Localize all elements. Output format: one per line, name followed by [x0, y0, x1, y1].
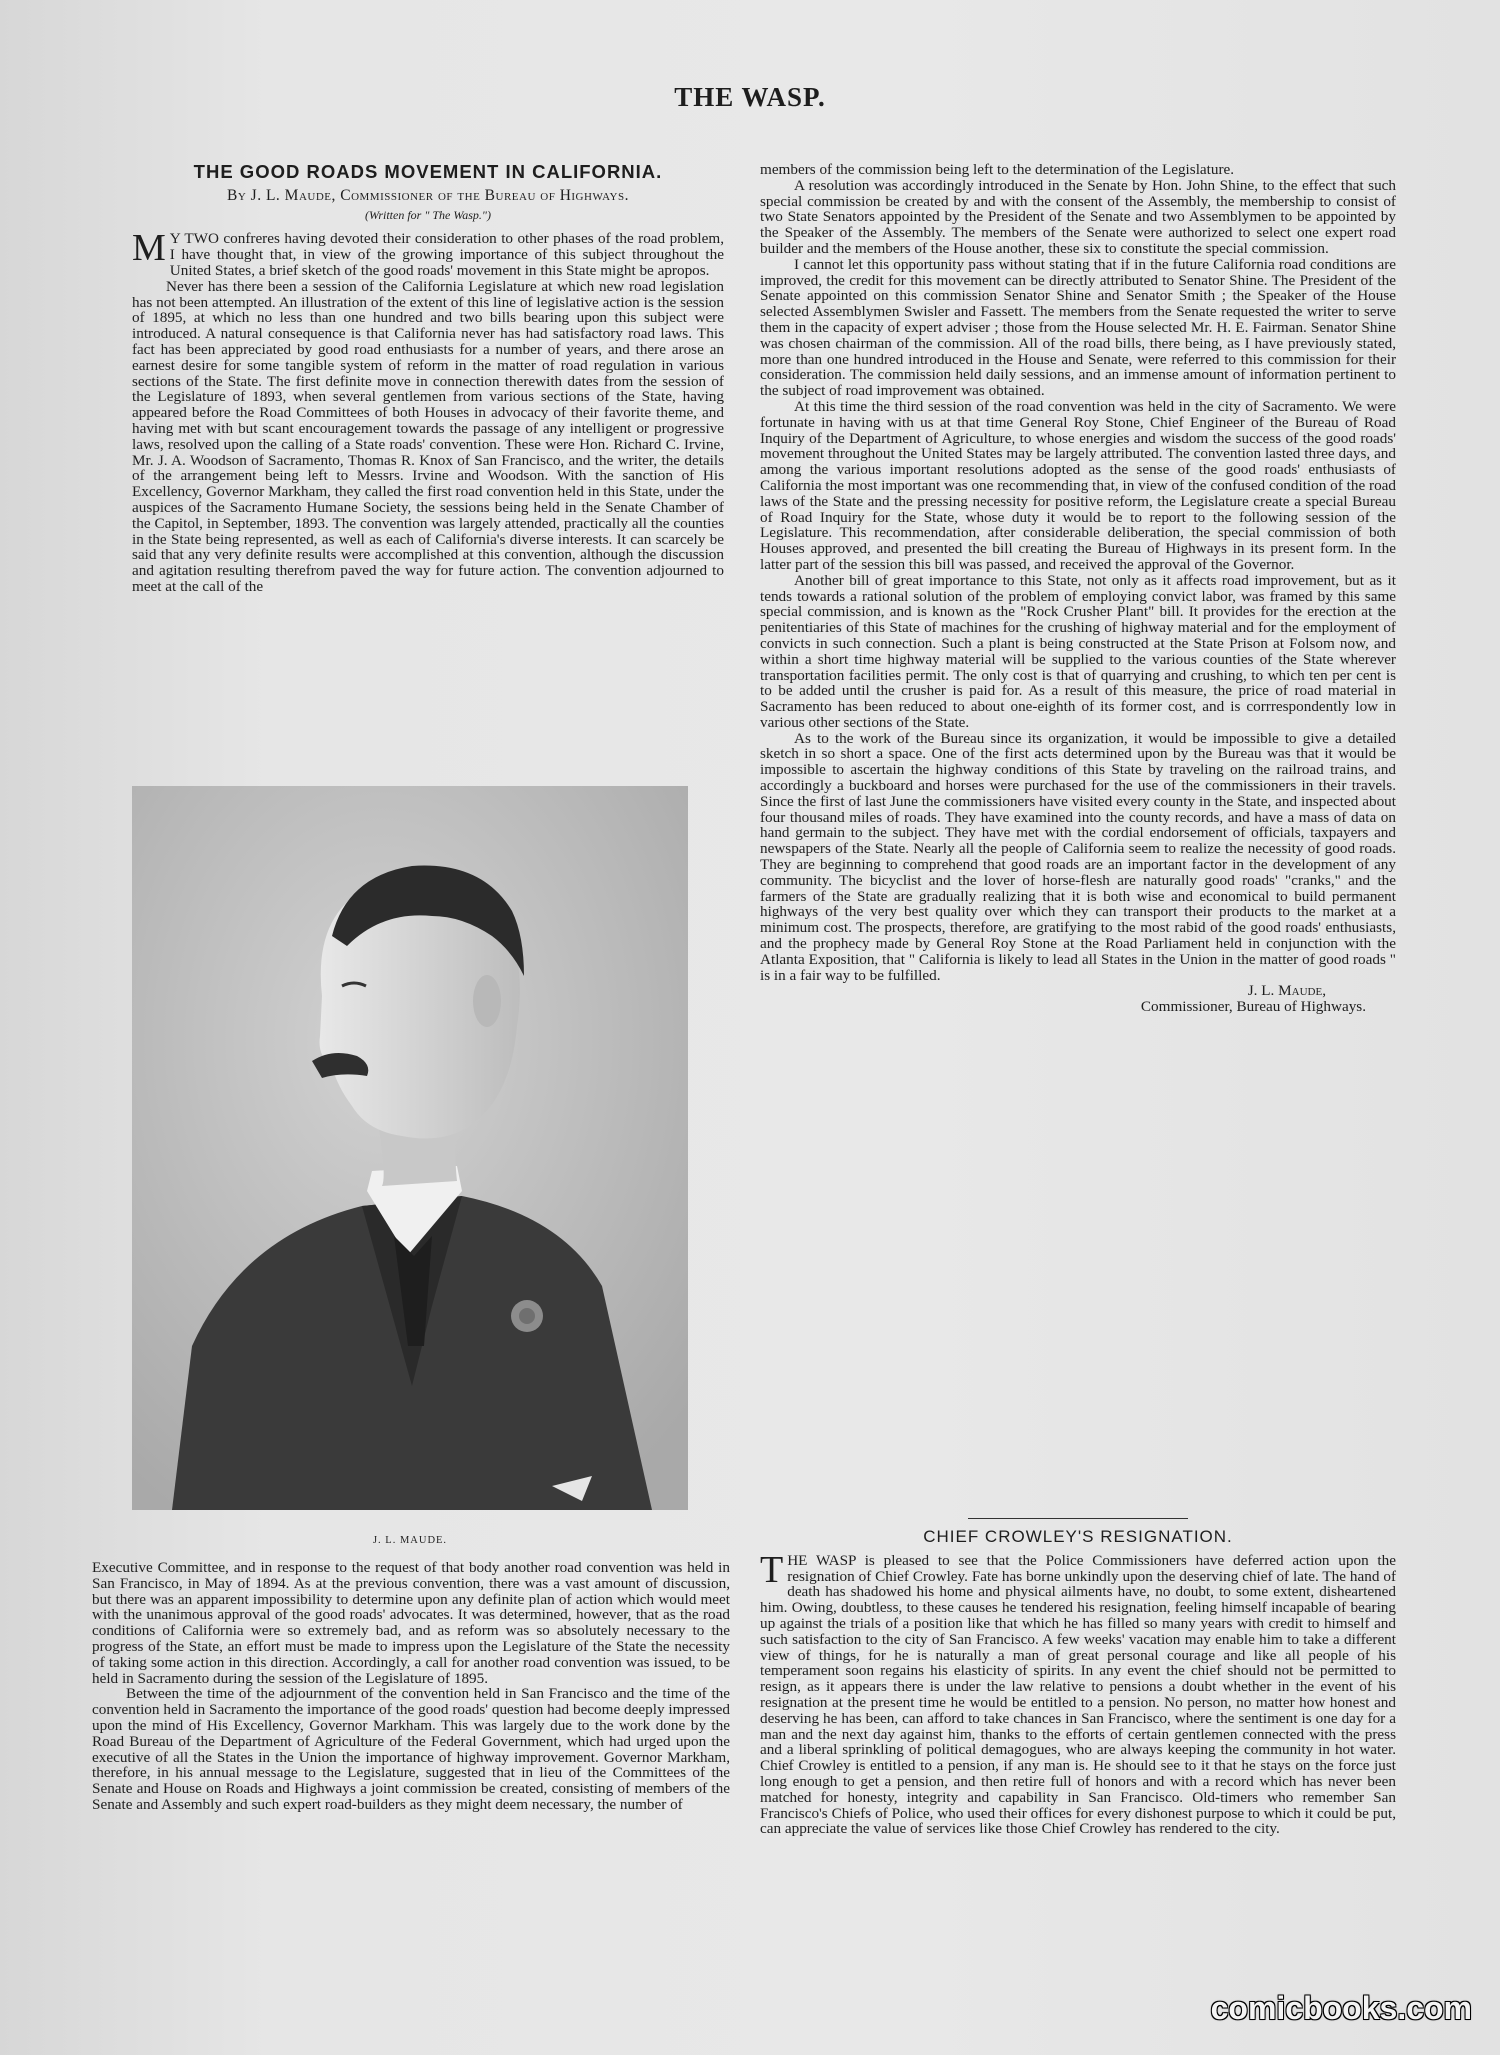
left-column-top: [132, 160, 724, 760]
masthead: THE WASP.: [674, 82, 826, 112]
paragraph: At this time the third session of the road convention was held in the city of Sacramento. We were fortunate in having with us at that time General Roy Stone, Chief Engineer of the Bureau of Road Inquiry of the Department of Agriculture, to whose energies and wisdom the success of the good roads' movement throughout the United States may be largely attributed. The convention lasted three days, and among the various important resolutions adopted as the sense of the good roads' enthusiasts of California the most important was one recommending that, in view of the confused condition of the road laws of the State and the pressing necessity for positive reform, the Legislature create a special Bureau of Road Inquiry for the State, whose duty it would be to report to the following session of the Legislature. This recommendation, after considerable deliberation, the special commission of both Houses approved, and presented the bill creating the Bureau of Highways in its present form. In the latter part of the session this bill was passed, and received the approval of the Governor.: [760, 397, 1396, 573]
portrait-photo: [132, 786, 688, 1510]
article-title: THE GOOD ROADS MOVEMENT IN CALIFORNIA.: [193, 161, 663, 182]
paragraph-text: Y TWO confreres having devoted their consideration to other phases of the road problem, I have thought that, in view of the growing importance of this subject throughout the United States, a brief sketch of the good roads' movement in this State might be apropos.: [169, 230, 724, 279]
drop-cap: T: [760, 1548, 784, 1591]
resignation-title: CHIEF CROWLEY'S RESIGNATION.: [923, 1527, 1233, 1546]
paragraph: [132, 227, 724, 279]
paragraph: [760, 1548, 1396, 1838]
left-column-bottom: [92, 1560, 730, 1960]
paragraph: Executive Committee, and in response to the request of that body another road convention was held in San Francisco, in May of 1894. As at the previous convention, there was a vast amount of discussion, but there was an apparent impossibility to determine upon any definite plan of action which would meet with the unanimous approval of the good roads' advocates. It was determined, however, that as the road conditions of California were so extremely bad, and as reform was so absolutely necessary to the progress of the State, an effort must be made to impress upon the Legislature of the State the necessity of taking some action in this direction. Accordingly, a call for another road convention was issued, to be held in Sacramento during the session of the Legislature of 1895.: [92, 1560, 730, 1687]
signature-title: Commissioner, Bureau of Highways.: [1140, 998, 1366, 1016]
paragraph: Never has there been a session of the California Legislature at which new road legislation has not been attempted. An illustration of the extent of this line of legislative action is the session of 1895, at which no less than one hundred and two bills bearing upon this subject were introduced. A natural consequence is that California never has had satisfactory road laws. This fact has been appreciated by good road enthusiasts for a number of years, and there arose an earnest desire for some tangible system of reform in the matter of road regulation in various sections of the State. The first definite move in connection therewith dates from the session of the Legislature of 1893, when several gentlemen from various sections of the State, having appeared before the Road Committees of both Houses in advocacy of their favorite theme, and having met with but scant encouragement towards the passage of any intelligent or progressive laws, resolved upon the calling of a State roads' convention. These were Hon. Richard C. Irvine, Mr. J. A. Woodson of Sacramento, Thomas R. Knox of San Francisco, and the writer, the details of the arrangement being left to Messrs. Irvine and Woodson. With the sanction of His Excellency, Governor Markham, they called the first road convention held in this State, under the auspices of the Sacramento Humane Society, the sessions being held in the Senate Chamber of the Capitol, in September, 1893. The convention was largely attended, practically all the counties in the State being represented, as well as each of California's diverse interests. It can scarcely be said that any very definite results were accomplished at this convention, although the discussion and agitation resulting therefrom paved the way for future action. The convention adjourned to meet at the call of the: [132, 277, 724, 595]
signature-name: J. L. Maude,: [1247, 982, 1326, 1000]
drop-cap: M: [132, 227, 166, 270]
portrait-illustration: [132, 786, 688, 1510]
right-column: [760, 162, 1396, 1452]
watermark-text: comicbooks.com: [1210, 1990, 1472, 2026]
portrait-caption: J. L. MAUDE.: [372, 1535, 448, 1546]
paragraph: As to the work of the Bureau since its organization, it would be impossible to give a detailed sketch in so short a space. One of the first acts determined upon by the Bureau was that it would be impossible to ascertain the highway conditions of this State by traveling on the railroad trains, and accordingly a buckboard and horses were purchased for the use of the commissioners in their travels. Since the first of last June the commissioners have visited every county in the State, and inspected about four thousand miles of roads. They have examined into the county records, and have a mass of data on hand germain to the subject. They have met with the cordial endorsement of officials, taxpayers and newspapers of the State. Nearly all the people of California seem to realize the necessity of good roads. They are beginning to comprehend that good roads are an important factor in the development of any community. The bicyclist and the lover of horse-flesh are naturally good roads' "cranks," and the farmers of the State are gradually realizing that it is both wise and economical to build permanent highways of the very best quality over which they can transport their products to the market at a minimum cost. The prospects, therefore, are gratifying to the most rabid of the good roads' enthusiasts, and the prophecy made by General Roy Stone at the Road Parliament held in conjunction with the Atlanta Exposition, that " California is likely to lead all States in the Union in the matter of good roads " is in a fair way to be fulfilled.: [760, 729, 1396, 984]
article-byline: By J. L. Maude, Commissioner of the Bureau of Highways.: [227, 186, 629, 204]
written-for-note: (Written for " The Wasp."): [365, 207, 491, 222]
paragraph: I cannot let this opportunity pass without stating that if in the future California road conditions are improved, the credit for this movement can be directly attributed to Senator Shine. The President of the Senate appointed on this commission Senator Shine and Senator Smith ; the Speaker of the House selected Assemblymen Swisler and Fassett. The members from the Senate requested the writer to serve them in the capacity of expert adviser ; those from the House selected Mr. H. E. Fairman. Senator Shine was chosen chairman of the commission. All of the road bills, there being, as I have previously stated, more than one hundred introduced in the House and Senate, were referred to this commission for their consideration. The commission held daily sessions, and an immense amount of information pertinent to the subject of road improvement was obtained.: [760, 255, 1396, 400]
paragraph-text: HE WASP is pleased to see that the Police Commissioners have deferred action upon the resignation of Chief Crowley. Fate has borne unkindly upon the deserving chief of late. The hand of death has shadowed his home and physical ailments have, no doubt, to some extent, disheartened him. Owing, doubtless, to these causes he tendered his resignation, feeling himself incapable of bearing up against the trials of a position like that which he has filled so many years with credit to himself and such satisfaction to the city of San Francisco. A few weeks' vacation may enable him to take a different view of things, for he is naturally a man of great personal courage and like all people of his temperament soon regains his elasticity of spirits. In any event the chief should not be permitted to resign, as it appears there is under the law relative to pensions a doubt whether in the event of his resignation at the present time he would be entitled to a pension. No person, no matter how honest and deserving he has been, can afford to take chances in San Francisco, where the sentiment is one day for a man and the next day against him, thanks to the efforts of certain gentlemen connected with the press and a liberal sprinkling of political demagogues, who are always keeping the community in hot water. Chief Crowley is entitled to a pension, if any man is. He should see to it that he stays on the force just long enough to get a pension, and then retire full of honors and with a record which has never been matched for honesty, integrity and capability in San Francisco. Old-timers who remember San Francisco's Chiefs of Police, who used their offices for every dishonest purpose to which it could be put, can appreciate the value of services like those Chief Crowley has rendered to the city.: [760, 1551, 1396, 1838]
paragraph: Between the time of the adjournment of the convention held in San Francisco and the time of the convention held in Sacramento the importance of the good roads' question had become deeply impressed upon the mind of His Excellency, Governor Markham. This was largely due to the work done by the Road Bureau of the Department of Agriculture of the Federal Government, which had urged upon the executive of all the States in the Union the importance of highway improvement. Governor Markham, therefore, in his annual message to the Legislature, suggested that in lieu of the Committees of the Senate and House on Roads and Highways a joint commission be created, consisting of members of the Senate and Assembly and such expert road-builders as they might deem necessary, the number of: [92, 1685, 730, 1813]
resignation-article: [760, 1506, 1396, 1956]
section-divider: [968, 1518, 1188, 1519]
paragraph: Another bill of great importance to this State, not only as it affects road improvement, but as it tends towards a rational solution of the problem of employing convict labor, was framed by this same special commission, and is known as the "Rock Crusher Plant" bill. It provides for the erection at the penitentiaries of this State of machines for the crushing of highway material and for the employment of convicts in such connection. Such a plant is being constructed at the State Prison at Folsom now, and within a short time highway material will be supplied to the various counties of the State wherever transportation facilities permit. The only cost is that of quarrying and crushing, to which ten per cent is to be added until the crusher is paid for. As a result of this measure, the price of road material in Sacramento has been reduced to about one-eighth of its former cost, and is corrrespondently low in various other sections of the State.: [760, 571, 1396, 731]
paragraph: A resolution was accordingly introduced in the Senate by Hon. John Shine, to the effect that such special commission be created by and with the consent of the Assembly, the membership to consist of two State Senators appointed by the President of the Senate and two Assemblymen to be appointed by the Speaker of the Assembly. The members of the Senate were authorized to select one expert road builder and the members of the House another, these six to constitute the special commission.: [760, 176, 1396, 257]
paragraph: members of the commission being left to the determination of the Legislature.: [760, 162, 1235, 178]
